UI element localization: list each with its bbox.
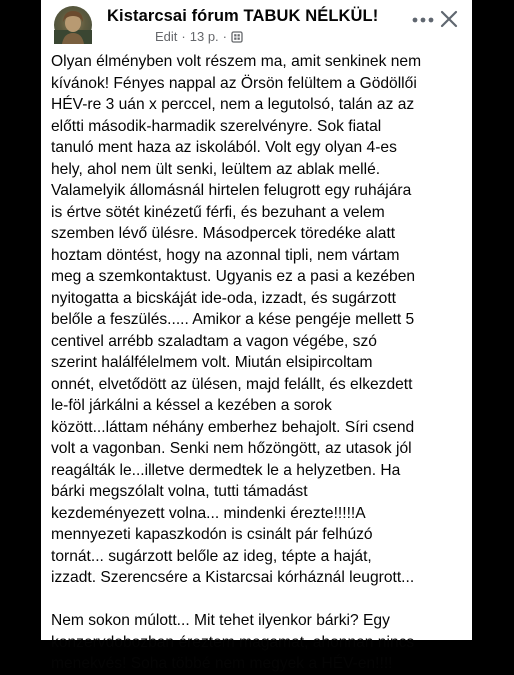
post-text-line: bárki megszólalt volna, tutti támadást bbox=[51, 483, 308, 500]
meta-separator: · bbox=[181, 29, 186, 44]
post-text-line: le-föl járkálni a késsel a kezében a sorok bbox=[51, 397, 332, 414]
post-text-line: hoztam döntést, hogy na azonnal tipli, nem vártam bbox=[51, 246, 400, 264]
avatar-image bbox=[54, 6, 92, 44]
post-card bbox=[41, 0, 472, 672]
post-text-line: tornát... sugárzott belőle az ideg, tépte a haját, bbox=[51, 547, 372, 565]
paragraph-gap bbox=[51, 589, 465, 611]
post-text-line: nyitogatta a bicskáját ide-oda, izzadt, és sugárzott bbox=[51, 289, 396, 307]
meta-separator-2: · bbox=[222, 29, 228, 44]
post-timestamp[interactable]: 13 p. bbox=[189, 29, 219, 44]
post-text-line: izzadt. Szerencsére a Kistarcsai kórháznál leugrott... bbox=[51, 569, 415, 586]
post-header bbox=[41, 0, 472, 50]
post-text bbox=[51, 51, 465, 675]
post-text-line: is értve sötét kinézetű férfi, és bezuhant a velem bbox=[51, 203, 385, 221]
post-text-line: menekvés! Soha többé nem megyek a HÉV-en!!!! bbox=[51, 655, 393, 672]
post-text-line: meg a szemkontaktust. Ugyanis ez a pasi a kezében bbox=[51, 268, 416, 285]
post-text-line: szemben lévő ülésre. Másodpercek töredéke alatt bbox=[51, 225, 396, 242]
group-name-link[interactable]: Kistarcsai fórum TABUK NÉLKÜL! bbox=[107, 7, 379, 25]
post-text-line: HÉV-re 3 uán x perccel, nem a legutolsó, talán az az bbox=[51, 96, 415, 113]
privacy-icon bbox=[231, 31, 243, 43]
post-text-line: Olyan élményben volt részem ma, amit senkinek nem bbox=[51, 53, 422, 70]
post-text-line: centivel arrébb szaladtam a vagon végébe, szó bbox=[51, 332, 377, 350]
post-text-line: kezdeményezett volna... mindenki érezte!!!!!A bbox=[51, 504, 366, 522]
post-text-line: Valamelyik állomásnál hirtelen felugrott egy ruhájára bbox=[51, 182, 412, 199]
post-text-line: előtti második-harmadik szerelvényre. Sok fiatal bbox=[51, 117, 382, 135]
edit-link[interactable]: Edit bbox=[155, 29, 178, 44]
post-text-line: belőle a feszülés..... Amikor a kése pengéje mellett 5 bbox=[51, 311, 415, 328]
post-text-line: Nem sokon múlott... Mit tehet ilyenkor bárki? Egy bbox=[51, 612, 390, 629]
post-text-line: konzervdobozban éreztem magamat, ahonnan nincs bbox=[51, 633, 415, 651]
group-avatar[interactable] bbox=[54, 6, 92, 44]
more-dots-icon[interactable] bbox=[410, 10, 436, 30]
post-text-line: volt a vagonban. Senki nem hőzöngött, az utasok jól bbox=[51, 440, 412, 457]
close-icon[interactable] bbox=[436, 6, 462, 32]
post-text-line: reagálták le...illetve dermedtek le a helyzetben. Ha bbox=[51, 461, 401, 479]
post-text-line: között...láttam néhány emberhez behajolt. Síri csend bbox=[51, 418, 415, 436]
post-text-line: hely, ahol nem ült senki, leültem az ablak mellé. bbox=[51, 160, 381, 178]
post-text-line: onnét, elvetődött az ülésen, majd felállt, és elkezdett bbox=[51, 375, 413, 393]
post-text-line: szerint halálfélelmem volt. Miután elsipircoltam bbox=[51, 354, 373, 371]
post-text-line: mennyezeti kapaszkodón is csinált pár felhúzó bbox=[51, 526, 373, 543]
post-text-line: kívánok! Fényes nappal az Örsön felültem a Gödöllői bbox=[51, 74, 417, 92]
post-text-line: tanuló ment haza az iskolából. Volt egy olyan 4-es bbox=[51, 139, 397, 156]
post-meta bbox=[155, 29, 243, 44]
